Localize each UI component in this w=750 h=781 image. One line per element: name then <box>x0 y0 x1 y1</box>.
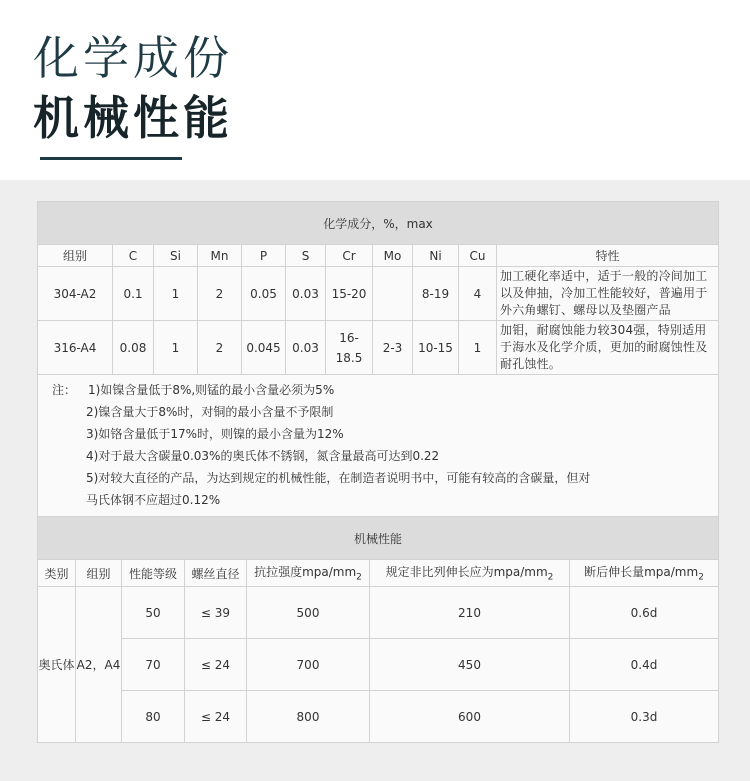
title-mechanical-properties: 机械性能 <box>33 91 233 145</box>
col-header <box>570 560 719 587</box>
notes-block <box>38 375 719 522</box>
cell-mn: 2 <box>198 321 242 375</box>
cell-elong: 0.4d <box>570 639 719 691</box>
cell-diameter: ≤ 24 <box>185 691 247 743</box>
cell-diameter: ≤ 24 <box>185 639 247 691</box>
cell-elong: 0.6d <box>570 587 719 639</box>
col-header: Ni <box>413 245 459 267</box>
page-header <box>0 0 750 180</box>
cell-grade: 80 <box>122 691 185 743</box>
cell-p: 0.045 <box>242 321 286 375</box>
note-item: 4)对于最大含碳量0.03%的奥氏体不锈钢，氮含量最高可达到0.22 <box>86 449 440 463</box>
col-header: S <box>286 245 326 267</box>
table-row <box>38 587 719 639</box>
col-header: Mo <box>373 245 413 267</box>
unit-subscript: 2 <box>356 572 362 583</box>
col-header: 组别 <box>76 560 122 587</box>
table-row <box>38 691 719 743</box>
cell-mn: 2 <box>198 267 242 321</box>
cell-diameter: ≤ 39 <box>185 587 247 639</box>
cell-si: 1 <box>154 321 198 375</box>
mechanical-table <box>37 516 719 743</box>
note-item: 5)对较大直径的产品，为达到规定的机械性能，在制造者说明书中，可能有较高的含碳量，但对 <box>86 471 591 485</box>
cell-tensile: 800 <box>247 691 370 743</box>
cell-cu: 1 <box>459 321 497 375</box>
unit-subscript: 2 <box>547 572 554 583</box>
note-item: 马氏体钢不应超过0.12% <box>86 493 221 507</box>
cell-si: 1 <box>154 267 198 321</box>
cell-mo <box>373 267 413 321</box>
mechanical-header-row <box>38 560 719 587</box>
notes-label: 注： <box>52 383 77 397</box>
col-header: Mn <box>198 245 242 267</box>
cell-yield: 600 <box>370 691 570 743</box>
col-header: 类别 <box>38 560 76 587</box>
cell-s: 0.03 <box>286 267 326 321</box>
table-row <box>38 267 719 321</box>
yield-header-label: 规定非比列伸长应为mpa/mm <box>385 565 548 580</box>
elong-header-label: 断后伸长量mpa/mm <box>584 565 699 580</box>
cell-cr: 15-20 <box>326 267 373 321</box>
cell-group: 316-A4 <box>38 321 113 375</box>
unit-subscript: 2 <box>698 572 704 583</box>
tensile-header-label: 抗拉强度mpa/mm <box>254 565 357 580</box>
col-header: Si <box>154 245 198 267</box>
chemical-caption: 化学成分，%，max <box>38 202 719 245</box>
cell-ni: 8-19 <box>413 267 459 321</box>
col-header: C <box>113 245 154 267</box>
cell-grade: 70 <box>122 639 185 691</box>
cell-p: 0.05 <box>242 267 286 321</box>
cell-tensile: 500 <box>247 587 370 639</box>
cell-c: 0.08 <box>113 321 154 375</box>
chemical-header-row <box>38 245 719 267</box>
cell-tensile: 700 <box>247 639 370 691</box>
title-chemical-composition: 化学成份 <box>33 31 233 85</box>
col-header <box>370 560 570 587</box>
cell-group: A2，A4 <box>76 587 122 743</box>
col-header: 组别 <box>38 245 113 267</box>
col-header: Cr <box>326 245 373 267</box>
title-underline <box>40 157 182 160</box>
mechanical-caption: 机械性能 <box>38 517 719 560</box>
note-item: 3)如铬含量低于17%时，则镍的最小含量为12% <box>86 427 344 441</box>
cell-group: 304-A2 <box>38 267 113 321</box>
cell-type: 奥氏体 <box>38 587 76 743</box>
col-header: 螺丝直径 <box>185 560 247 587</box>
cell-feature: 加钼，耐腐蚀能力较304强，特别适用于海水及化学介质，更加的耐腐蚀性及耐孔蚀性。 <box>497 321 719 375</box>
col-header: Cu <box>459 245 497 267</box>
cell-cu: 4 <box>459 267 497 321</box>
cell-elong: 0.3d <box>570 691 719 743</box>
chemical-table <box>37 201 719 522</box>
cell-yield: 450 <box>370 639 570 691</box>
col-header: P <box>242 245 286 267</box>
col-header <box>247 560 370 587</box>
note-item: 1)如镍含量低于8%,则锰的最小含量必须为5% <box>88 383 335 397</box>
cell-mo: 2-3 <box>373 321 413 375</box>
cell-ni: 10-15 <box>413 321 459 375</box>
cell-c: 0.1 <box>113 267 154 321</box>
table-row <box>38 639 719 691</box>
cell-grade: 50 <box>122 587 185 639</box>
cell-cr: 16-18.5 <box>326 321 373 375</box>
table-row <box>38 321 719 375</box>
cell-yield: 210 <box>370 587 570 639</box>
cell-s: 0.03 <box>286 321 326 375</box>
col-header: 特性 <box>497 245 719 267</box>
col-header: 性能等级 <box>122 560 185 587</box>
note-item: 2)镍含量大于8%时，对铜的最小含量不予限制 <box>86 405 334 419</box>
cell-feature: 加工硬化率适中，适于一般的冷间加工以及伸抽，冷加工性能较好，普遍用于外六角螺钉、螺母以及垫圈产品 <box>497 267 719 321</box>
